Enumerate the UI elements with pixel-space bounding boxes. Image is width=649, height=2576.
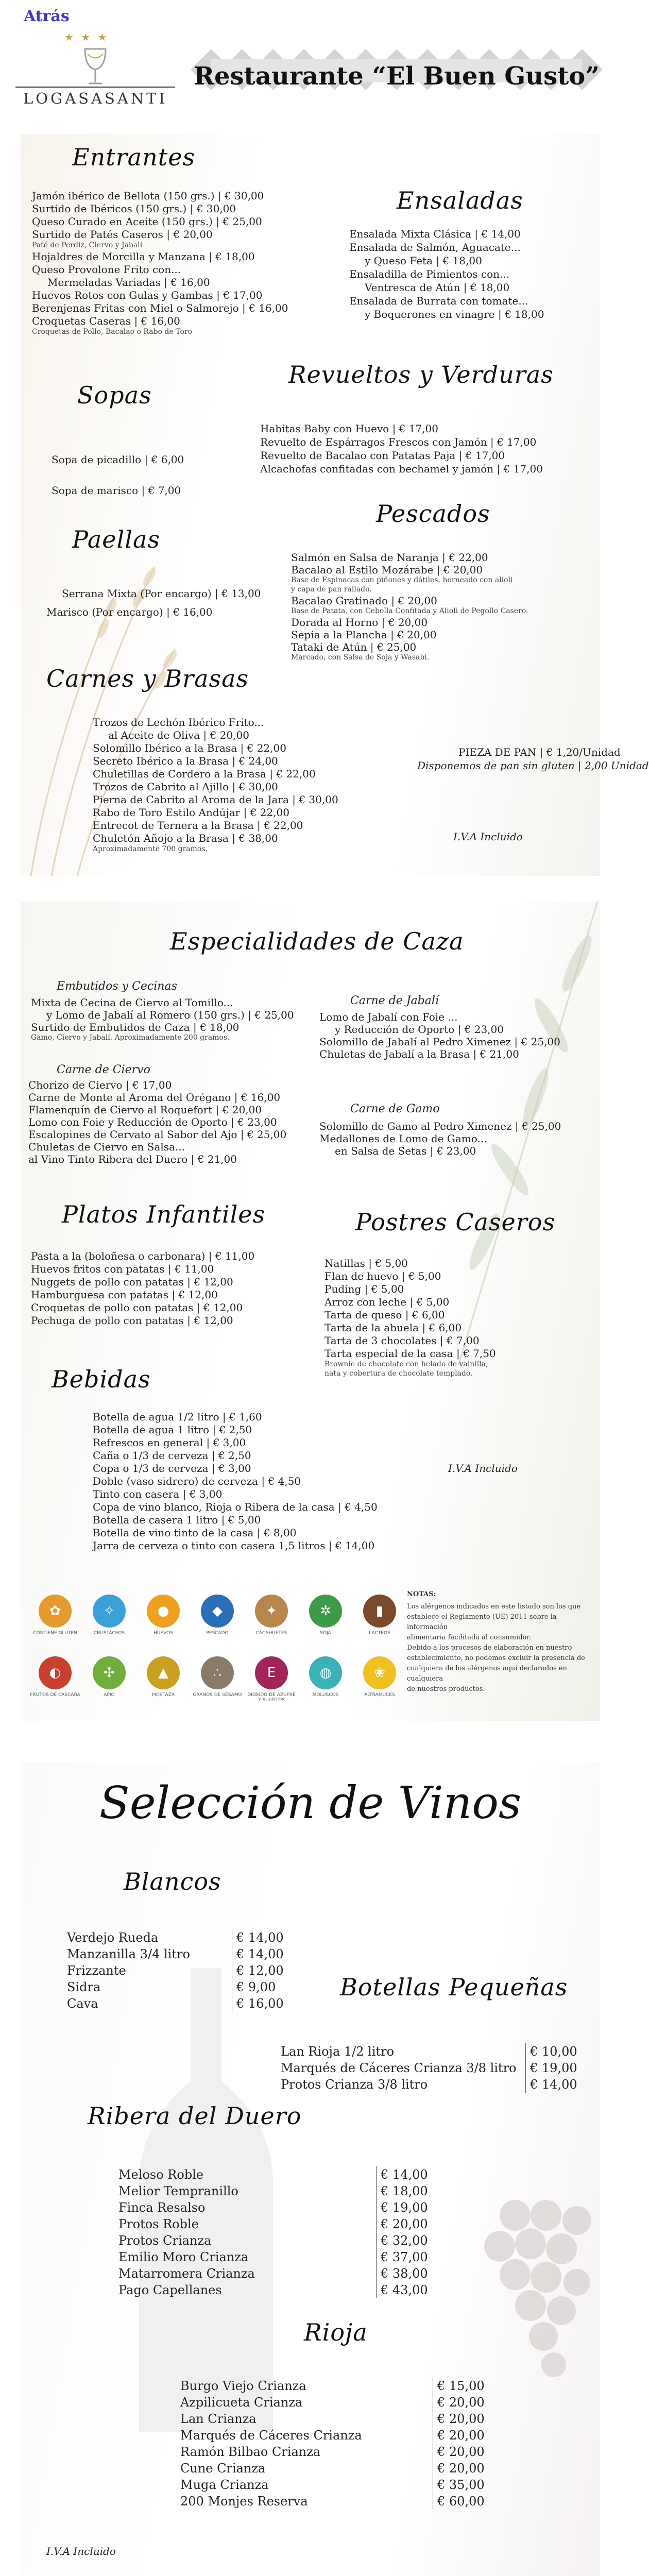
menu-item: Chuletas de Ciervo en Salsa... xyxy=(28,1141,185,1153)
item-note: Gamo, Ciervo y Jabalí. Aproximadamente 200 gramos. xyxy=(31,1033,230,1042)
iva-incluido-1: I.V.A Incluido xyxy=(453,831,523,843)
menu-item: Rabo de Toro Estilo Andújar | € 22,00 xyxy=(93,806,290,819)
ensaladas-title: Ensaladas xyxy=(397,187,523,214)
menu-item: Jarra de cerveza o tinto con casera 1,5 litros | € 14,00 xyxy=(93,1539,375,1552)
menu-item: Botella de casera 1 litro | € 5,00 xyxy=(93,1514,261,1526)
wine-price: € 16,00 xyxy=(232,1995,284,2012)
menu-item: Copa de vino blanco, Rioja o Ribera de la casa | € 4,50 xyxy=(93,1501,378,1513)
menu-item: Surtido de Patés Caseros | € 20,00 xyxy=(32,228,213,241)
wine-name: Sidra xyxy=(67,1980,101,1994)
menu-item: Flan de huevo | € 5,00 xyxy=(324,1270,441,1282)
menu-item: Trozos de Lechón Ibérico Frito... xyxy=(93,716,264,728)
menu-item: Mermeladas Variadas | € 16,00 xyxy=(47,276,210,289)
infantiles-title: Platos Infantiles xyxy=(62,1200,266,1228)
allergen-label: MOSTAZA xyxy=(152,1692,175,1698)
allergen-icon: ✧ xyxy=(93,1595,126,1628)
wine-price: € 43,00 xyxy=(376,2282,428,2298)
menu-item: Trozos de Cabrito al Ajillo | € 30,00 xyxy=(93,781,278,793)
menu-item: y Lomo de Jabalí al Romero (150 grs.) | € 25,00 xyxy=(46,1009,294,1021)
wine-name: Burgo Viejo Crianza xyxy=(180,2379,306,2393)
menu-item: Medallones de Lomo de Gamo... xyxy=(319,1132,487,1145)
item-note: Paté de Perdiz, Ciervo y Jabalí xyxy=(32,241,143,249)
menu-item: y Queso Feta | € 18,00 xyxy=(365,255,482,267)
menu-item: Hamburguesa con patatas | € 12,00 xyxy=(31,1289,218,1301)
item-note: Marcado, con Salsa de Soja y Wasabi. xyxy=(291,653,430,662)
wine-price: € 12,00 xyxy=(232,1962,284,1979)
wine-price: € 35,00 xyxy=(433,2477,485,2493)
paellas-title: Paellas xyxy=(72,526,160,553)
notes-lines xyxy=(407,1602,597,1694)
allergen-icon: ✿ xyxy=(39,1595,72,1628)
wine-price: € 14,00 xyxy=(376,2166,428,2183)
pescados-title: Pescados xyxy=(376,500,490,528)
wine-name: Verdejo Rueda xyxy=(67,1930,159,1945)
menu-item: Chuletas de Jabalí a la Brasa | € 21,00 xyxy=(319,1048,519,1060)
menu-item: Flamenquín de Ciervo al Roquefort | € 20,00 xyxy=(28,1104,262,1116)
menu-item: Tataki de Atún | € 25,00 xyxy=(291,641,417,653)
wine-name: Matarromera Crianza xyxy=(118,2266,255,2281)
wine-price: € 38,00 xyxy=(376,2265,428,2282)
menu-item: Chorizo de Ciervo | € 17,00 xyxy=(28,1079,172,1091)
allergen-icon: ◆ xyxy=(201,1595,234,1628)
wine-price: € 20,00 xyxy=(433,2394,485,2411)
wine-price: € 19,00 xyxy=(525,2060,577,2076)
menu-item: Ensalada de Salmón, Aguacate... xyxy=(349,241,521,253)
menu-item: Ensalada de Burrata con tomate... xyxy=(349,295,528,307)
menu-item: Revuelto de Bacalao con Patatas Paja | € 17,00 xyxy=(260,449,505,462)
wine-name: Lan Crianza xyxy=(180,2412,257,2426)
wine-name: Marqués de Cáceres Crianza 3/8 litro xyxy=(281,2061,517,2075)
notes-line: establecimiento, no podemos excluir la presencia de xyxy=(407,1654,585,1662)
menu-item: Marisco (Por encargo) | € 16,00 xyxy=(46,606,213,618)
allergen-label: APIO xyxy=(104,1692,115,1698)
menu-item: Pasta a la (boloñesa o carbonara) | € 11,00 xyxy=(31,1250,255,1262)
wine-name: Cune Crianza xyxy=(180,2461,266,2476)
menu-item: Escalopines de Cervato al Sabor del Ajo | € 25,00 xyxy=(28,1128,287,1141)
menu-item: Solomillo de Jabalí al Pedro Ximenez | € 25,00 xyxy=(319,1036,560,1048)
menu-item: Salmón en Salsa de Naranja | € 22,00 xyxy=(291,551,488,564)
menu-item: Tarta de la abuela | € 6,00 xyxy=(324,1321,462,1334)
notes-line: de nuestros productos. xyxy=(407,1685,485,1693)
menu-item: Croquetas de pollo con patatas | € 12,00 xyxy=(31,1301,243,1314)
menu-item: Secreto Ibérico a la Brasa | € 24,00 xyxy=(93,755,278,767)
wine-name: Meloso Roble xyxy=(118,2167,204,2182)
wine-price: € 10,00 xyxy=(525,2043,577,2060)
allergen-label: PESCADO xyxy=(206,1631,229,1636)
menu-item: Botella de vino tinto de la casa | € 8,00 xyxy=(93,1527,297,1539)
carnes-title: Carnes y Brasas xyxy=(46,665,249,692)
menu-item: Caña o 1/3 de cerveza | € 2,50 xyxy=(93,1449,251,1462)
menu-item: Pechuga de pollo con patatas | € 12,00 xyxy=(31,1314,233,1327)
wine-name: Azpilicueta Crianza xyxy=(180,2395,303,2410)
menu-item: Copa o 1/3 de cerveza | € 3,00 xyxy=(93,1462,251,1475)
menu-item: Sopa de picadillo | € 6,00 xyxy=(52,453,184,466)
bebidas-title: Bebidas xyxy=(52,1365,151,1393)
notes-title: NOTAS: xyxy=(407,1590,436,1598)
menu-item: al Vino Tinto Ribera del Duero | € 21,00 xyxy=(28,1153,237,1165)
wine-name: Melior Tempranillo xyxy=(118,2184,238,2198)
wine-name: Pago Capellanes xyxy=(118,2283,222,2297)
wine-price: € 9,00 xyxy=(232,1979,276,1995)
item-note: Aproximadamente 700 gramos. xyxy=(93,845,208,853)
menu-item: Hojaldres de Morcilla y Manzana | € 18,00 xyxy=(32,250,255,263)
menu-item: Solomillo de Gamo al Pedro Ximenez | € 25,00 xyxy=(319,1120,561,1132)
logo-text: LOGASASANTI xyxy=(15,87,175,107)
gamo-subtitle: Carne de Gamo xyxy=(350,1103,440,1115)
wine-name: Protos Crianza xyxy=(118,2233,212,2248)
menu-item: Habitas Baby con Huevo | € 17,00 xyxy=(260,422,438,435)
entrantes-title: Entrantes xyxy=(72,143,196,171)
wine-price: € 14,00 xyxy=(232,1929,284,1946)
item-note: Base de Espinacas con piñones y dátiles, horneado con alioli xyxy=(291,576,513,584)
back-link[interactable]: Atrás xyxy=(24,7,70,25)
allergen-label: SOJA xyxy=(320,1631,331,1636)
menu-item: Nuggets de pollo con patatas | € 12,00 xyxy=(31,1276,233,1288)
allergen-label: DIÓXIDO DE AZUFRE Y SULFITOS xyxy=(247,1692,296,1703)
wine-name: Muga Crianza xyxy=(180,2478,269,2492)
wine-name: Lan Rioja 1/2 litro xyxy=(281,2044,395,2059)
wine-price: € 20,00 xyxy=(433,2460,485,2477)
menu-item: Jamón ibérico de Bellota (150 grs.) | € 30,00 xyxy=(32,190,264,202)
allergen-label: GRANOS DE SÉSAMO xyxy=(193,1692,242,1698)
menu-item: Bacalao al Estilo Mozárabe | € 20,00 xyxy=(291,564,483,576)
menu-item: Tarta de queso | € 6,00 xyxy=(324,1309,445,1321)
menu-item: Bacalao Gratinado | € 20,00 xyxy=(291,595,437,607)
item-note: Base de Patata, con Cebolla Confitada y Alioli de Pegollo Casero. xyxy=(291,607,528,615)
allergen-notes xyxy=(407,1589,597,1694)
iva-incluido-3: I.V.A Incluido xyxy=(46,2545,116,2557)
menu-item: Botella de agua 1/2 litro | € 1,60 xyxy=(93,1411,262,1423)
wine-name: Cava xyxy=(67,1996,98,2011)
allergen-label: LÁCTEOS xyxy=(369,1631,390,1636)
wine-name: Marqués de Cáceres Crianza xyxy=(180,2428,362,2443)
menu-item: Dorada al Horno | € 20,00 xyxy=(291,616,428,629)
allergen-icon: ◍ xyxy=(309,1656,342,1689)
allergen-label: HUEVOS xyxy=(153,1631,173,1636)
allergen-icon: ✦ xyxy=(255,1595,288,1628)
allergen-label: ALTRAMUCES xyxy=(364,1692,395,1698)
rioja-title: Rioja xyxy=(304,2318,368,2346)
revueltos-title: Revueltos y Verduras xyxy=(288,361,554,388)
menu-item: y Reducción de Oporto | € 23,00 xyxy=(335,1023,504,1036)
wine-name: 200 Monjes Reserva xyxy=(180,2494,308,2509)
notes-line: alimentaria facilitada al consumidor. xyxy=(407,1634,532,1641)
allergen-label: FRUTOS DE CÁSCARA xyxy=(30,1692,80,1698)
logo-stars: ★ ★ ★ xyxy=(64,31,109,43)
menu-item: Tinto con casera | € 3,00 xyxy=(93,1488,223,1500)
menu-item: Solomillo Ibérico a la Brasa | € 22,00 xyxy=(93,742,286,754)
menu-item: Queso Provolone Frito con... xyxy=(32,263,181,276)
wine-name: Finca Resalso xyxy=(118,2200,206,2215)
menu-item: Surtido de Embutidos de Caza | € 18,00 xyxy=(31,1021,240,1033)
logo xyxy=(15,31,175,108)
vinos-title: Selección de Vinos xyxy=(99,1777,522,1829)
wine-price: € 20,00 xyxy=(433,2444,485,2460)
menu-item: Natillas | € 5,00 xyxy=(324,1257,408,1269)
pan-sin-gluten: Disponemos de pan sin gluten | 2,00 Unidad xyxy=(417,759,649,772)
wine-price: € 15,00 xyxy=(433,2378,485,2394)
menu-item: Tarta de 3 chocolates | € 7,00 xyxy=(324,1334,480,1347)
allergen-icon: ● xyxy=(147,1595,180,1628)
caza-title: Especialidades de Caza xyxy=(170,927,464,955)
menu-item: Pierna de Cabrito al Aroma de la Jara | € 30,00 xyxy=(93,793,338,806)
sopas-title: Sopas xyxy=(77,381,152,409)
menu-item: Ensaladilla de Pimientos con... xyxy=(349,268,510,280)
menu-item: Arroz con leche | € 5,00 xyxy=(324,1296,450,1308)
menu-item: al Aceite de Oliva | € 20,00 xyxy=(108,729,249,741)
menu-item: Croquetas Caseras | € 16,00 xyxy=(32,315,180,327)
menu-item: Botella de agua 1 litro | € 2,50 xyxy=(93,1423,252,1436)
grapes-decoration xyxy=(458,2184,597,2406)
item-note: nata y cobertura de chocolate templado. xyxy=(324,1369,473,1378)
title-banner-text-wrap xyxy=(191,31,603,108)
menu-item: y Boquerones en vinagre | € 18,00 xyxy=(365,308,544,320)
allergen-icon: ✲ xyxy=(309,1595,342,1628)
wine-name: Protos Crianza 3/8 litro xyxy=(281,2077,428,2092)
menu-item: en Salsa de Setas | € 23,00 xyxy=(335,1145,476,1157)
menu-item: Puding | € 5,00 xyxy=(324,1283,404,1295)
wine-price: € 37,00 xyxy=(376,2249,428,2265)
wine-price: € 20,00 xyxy=(433,2411,485,2427)
wine-price: € 60,00 xyxy=(433,2493,485,2510)
allergen-label: CACAHUETES xyxy=(255,1631,287,1636)
ciervo-subtitle: Carne de Ciervo xyxy=(57,1063,150,1076)
wine-name: Protos Roble xyxy=(118,2217,199,2231)
pan-price: PIEZA DE PAN | € 1,20/Unidad xyxy=(458,746,621,758)
menu-item: Revuelto de Espárragos Frescos con Jamón | € 17,00 xyxy=(260,436,537,448)
allergen-icon: E xyxy=(255,1656,288,1689)
wine-glass-icon xyxy=(77,46,113,88)
notes-line: Los alérgenos indicados en este listado son los que xyxy=(407,1603,581,1611)
menu-item: Huevos fritos con patatas | € 11,00 xyxy=(31,1263,214,1275)
menu-item: Ventresca de Atún | € 18,00 xyxy=(365,281,510,294)
wine-name: Manzanilla 3/4 litro xyxy=(67,1947,190,1961)
allergen-icon: ✣ xyxy=(93,1656,126,1689)
wine-price: € 14,00 xyxy=(232,1946,284,1962)
menu-item: Alcachofas confitadas con bechamel y jamón | € 17,00 xyxy=(260,463,543,475)
jabali-subtitle: Carne de Jabalí xyxy=(350,994,439,1007)
item-note: Brownie de chocolate con helado de vainilla, xyxy=(324,1360,488,1368)
menu-item: Surtido de Ibéricos (150 grs.) | € 30,00 xyxy=(32,202,236,215)
wine-name: Emilio Moro Crianza xyxy=(118,2250,249,2264)
menu-item: Chuletón Añojo a la Brasa | € 38,00 xyxy=(93,832,278,844)
menu-item: Doble (vaso sidrero) de cerveza | € 4,50 xyxy=(93,1475,301,1487)
notes-line: cualquiera de los alérgenos aquí declarados en cualquiera xyxy=(407,1665,567,1683)
wine-price: € 20,00 xyxy=(376,2216,428,2232)
menu-item: Sopa de marisco | € 7,00 xyxy=(52,484,181,497)
menu-item: Entrecot de Ternera a la Brasa | € 22,00 xyxy=(93,819,303,832)
allergen-icon: ◐ xyxy=(39,1656,72,1689)
menu-item: Lomo de Jabalí con Foie ... xyxy=(319,1011,458,1023)
menu-item: Serrana Mixta (Por encargo) | € 13,00 xyxy=(62,587,261,600)
restaurant-title: Restaurante “El Buen Gusto” xyxy=(194,62,600,91)
menu-item: Huevos Rotos con Gulas y Gambas | € 17,00 xyxy=(32,289,263,301)
allergen-icon: ▲ xyxy=(147,1656,180,1689)
allergen-label: CRUSTÁCEOS xyxy=(93,1631,125,1636)
wine-price: € 14,00 xyxy=(525,2076,577,2093)
menu-item: Chuletillas de Cordero a la Brasa | € 22,00 xyxy=(93,768,316,780)
wine-price: € 18,00 xyxy=(376,2183,428,2199)
allergen-label: MOLUSCOS xyxy=(312,1692,339,1698)
wine-name: Frizzante xyxy=(67,1963,126,1978)
wine-price: € 19,00 xyxy=(376,2199,428,2216)
wine-name: Ramón Bilbao Crianza xyxy=(180,2445,321,2459)
allergen-icon: ▮ xyxy=(363,1595,396,1628)
menu-item: Carne de Monte al Aroma del Orégano | € 16,00 xyxy=(28,1091,281,1104)
postres-title: Postres Caseros xyxy=(355,1208,556,1236)
menu-item: Refrescos en general | € 3,00 xyxy=(93,1436,246,1449)
menu-item: Tarta especial de la casa | € 7,50 xyxy=(324,1347,496,1360)
menu-item: Lomo con Foie y Reducción de Oporto | € 23,00 xyxy=(28,1116,277,1128)
notes-line: Debido a los procesos de elaboración en nuestro xyxy=(407,1644,572,1652)
wine-price: € 20,00 xyxy=(433,2427,485,2444)
pequenas-title: Botellas Pequeñas xyxy=(340,1973,568,2001)
notes-line: establece el Reglamento (UE) 2011 sobre la información xyxy=(407,1613,557,1631)
iva-incluido-2: I.V.A Incluido xyxy=(448,1462,518,1475)
item-note: y capa de pan rallado. xyxy=(291,585,372,594)
menu-item: Berenjenas Fritas con Miel o Salmorejo | € 16,00 xyxy=(32,302,288,314)
menu-item: Queso Curado en Aceite (150 grs.) | € 25,00 xyxy=(32,215,262,228)
allergen-icon: ❀ xyxy=(363,1656,396,1689)
allergen-label: CONTIENE GLUTEN xyxy=(33,1631,77,1636)
ribera-title: Ribera del Duero xyxy=(88,2102,302,2130)
allergen-icon: ∴ xyxy=(201,1656,234,1689)
menu-item: Ensalada Mixta Clásica | € 14,00 xyxy=(349,228,521,240)
menu-item: Mixta de Cecina de Ciervo al Tomillo... xyxy=(31,996,233,1009)
embutidos-subtitle: Embutidos y Cecinas xyxy=(57,980,177,993)
wine-price: € 32,00 xyxy=(376,2232,428,2249)
menu-item: Sepia a la Plancha | € 20,00 xyxy=(291,629,437,641)
item-note: Croquetas de Pollo, Bacalao o Rabo de Toro xyxy=(32,328,192,336)
blancos-title: Blancos xyxy=(124,1868,221,1895)
